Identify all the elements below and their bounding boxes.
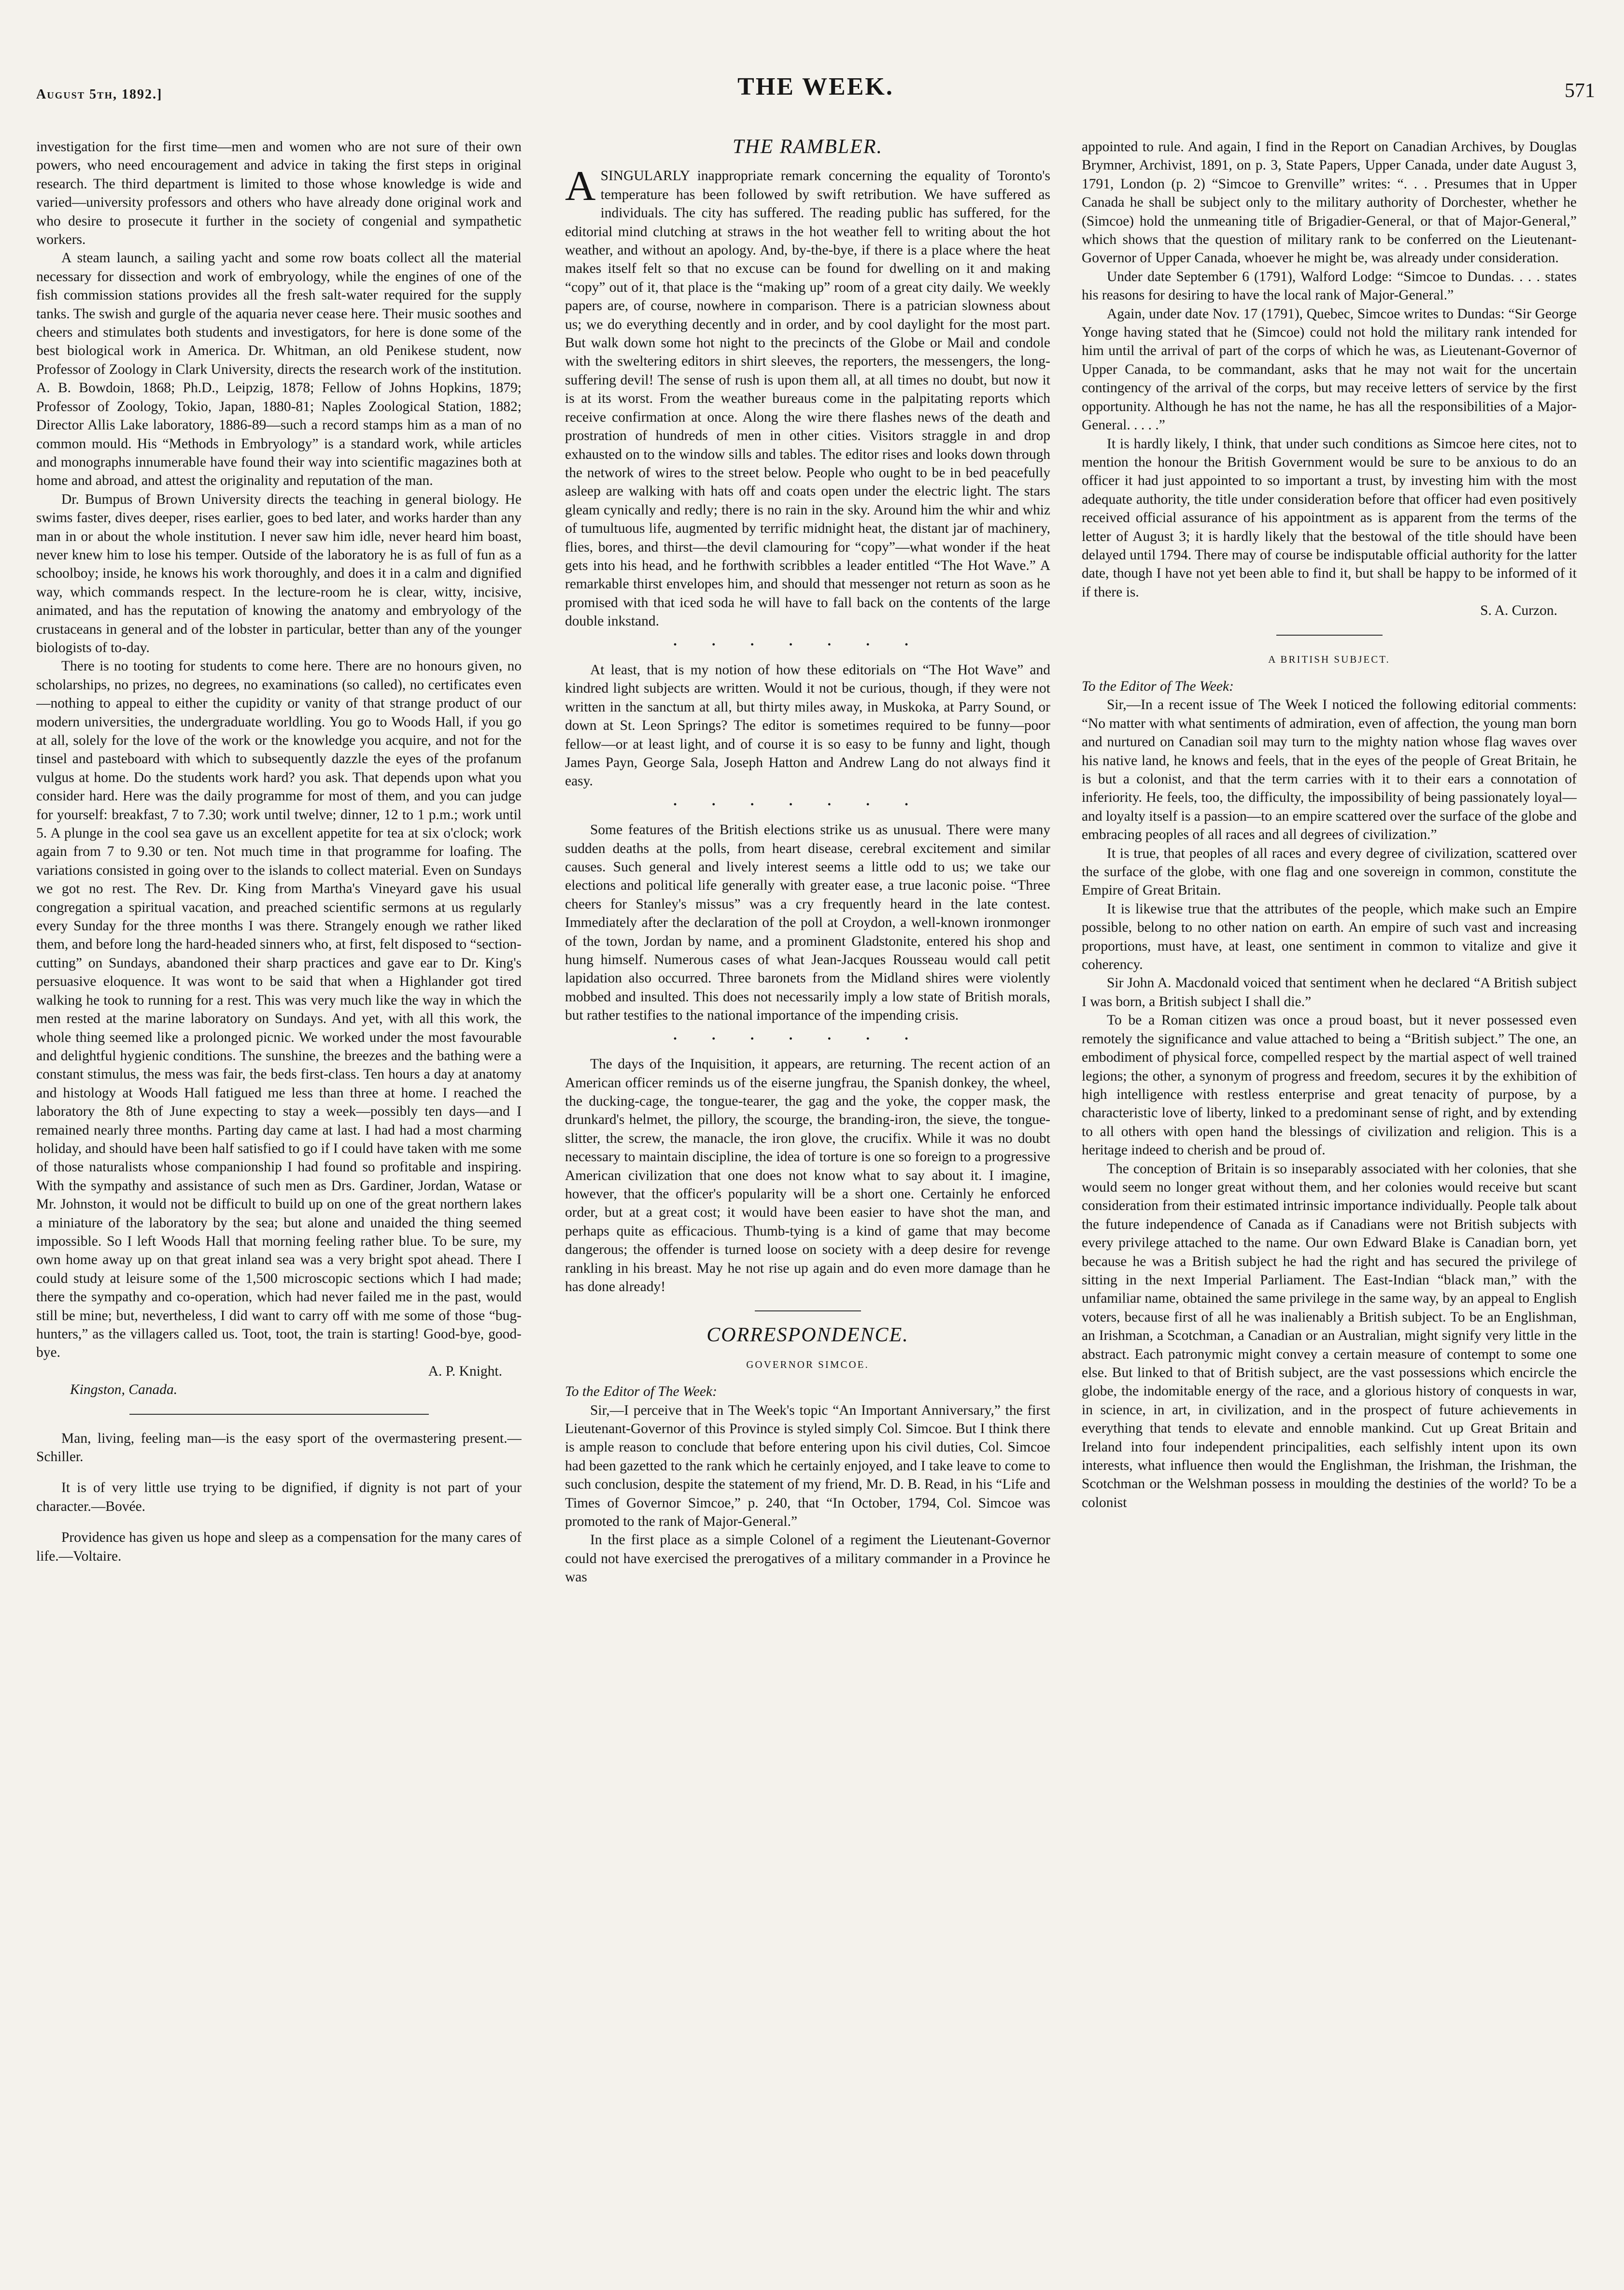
letter-paragraph: To be a Roman citizen was once a proud boast, but it never possessed even remotely the significance and value attached to being a “British subject.” The one, an embodiment of physical force, compelled respect by the martial aspect of well trained legions; the other, a synonym of progress and freedom, secures it by the exhibition of high intelligence with restless enterprise and great tenacity of purpose, by a characteristic love of liberty, linked to a predominant sense of right, and by extending to all others with open hand the blessings of civilization and religion. This is a heritage indeed to cherish and be proud of. — [1082, 1012, 1577, 1158]
article-paragraph: ASINGULARLY inappropriate remark concerning the equality of Toronto's temperature has been followed by swift retribution. We have suffered as individuals. The city has suffered. The reading public has suffered, for the editorial mind clutching at straws in the hot weather fell to writing about the hot weather, and without an apology. And, by-the-bye, if there is a place where the heat makes itself felt so that no excuse can be found for dwelling on it and making “copy” out of it, that place is the “making up” room of a great city daily. We weekly papers are, of course, nowhere in comparison. There is a patrician slowness about us; we do everything decently and in order, and by cool daylight for the most part. But walk down some hot night to the precincts of the Globe or Mail and condole with the sweltering editors in shirt sleeves, the reporters, the messengers, the long-suffering devil! The sense of rush is upon them all, at all times no doubt, but now it is at its worst. From the weather bureaus come in the palpitating reports which receive confirmation at once. Along the wire there flashes news of the death and prostration of hundreds of men in other cities. Visitors straggle in and drop exhausted on to the window sills and tables. The editor rises and looks down through the network of wires to the street below. People who ought to be in bed peacefully asleep are walking with hats off and coats open under the electric light. The stars gleam cynically and redly; there is no rain in the sky. Around him the whir and whiz of tumultuous life, augmented by terrific midnight heat, the distant jar of machinery, flies, bores, and thirst—the devil clamouring for “copy”—what wonder if the heat gets into his head, and he forthwith scribbles a leader entitled “The Hot Wave.” A remarkable thirst envelopes him, and should that messenger not return as soon as he promised with that iced soda he will have to fall back on the contents of the large double inkstand. — [565, 163, 1050, 629]
separator-dots: ······· — [673, 1031, 943, 1047]
letter-paragraph: It is true, that peoples of all races and every degree of civilization, scattered over the surface of the globe, with one flag and one sovereign in common, constitute the Empire of Great Britain. — [1082, 845, 1577, 898]
letter-paragraph: It is hardly likely, I think, that under such conditions as Simcoe here cites, not to mention the honour the British Government would be sure to be anxious to do an officer it had just appointed to so important a trust, by investing him with the most adequate authority, the title under consideration before that officer had even positively received official assurance of his appointment as is apparent from the terms of the letter of August 3; it is hardly likely that the bestowal of the title should have been delayed until 1794. There may of course be indisputable official authority for the latter date, though I have not yet been able to find it, but shall be happy to be informed of it if there is. — [1082, 436, 1577, 600]
quotation: Man, living, feeling man—is the easy sport of the overmastering present.—Schiller. — [36, 1430, 522, 1465]
column-3 — [1082, 138, 1577, 2253]
letter-paragraph: Under date September 6 (1791), Walford Lodge: “Simcoe to Dundas. . . . states his reasons for desiring to have the local rank of Major-General.” — [1082, 269, 1577, 303]
quotation: It is of very little use trying to be dignified, if dignity is not part of your character.—Bovée. — [36, 1480, 522, 1514]
page-number: 571 — [1565, 80, 1595, 102]
section-divider — [1276, 635, 1383, 636]
letter-paragraph: appointed to rule. And again, I find in the Report on Canadian Archives, by Douglas Brymner, Archivist, 1891, on p. 3, State Papers, Upper Canada, under date August 3, 1791, London (p. 2) “Simcoe to Grenville” writes: “. . . Presumes that in Upper Canada he shall be subject only to the military authority of Dorchester, whether he (Simcoe) hold the unmeaning title of Brigadier-General, or that of Major-General,” which shows that the question of military rank to be conferred on the Lieutenant-Governor of Upper Canada, whoever he might be, was already under consideration. — [1082, 139, 1577, 266]
article-paragraph: The days of the Inquisition, it appears, are returning. The recent action of an American officer reminds us of the eiserne jungfrau, the Spanish donkey, the wheel, the ducking-cage, the tongue-tearer, the gag and the yoke, the copper mask, the drunkard's helmet, the pillory, the scourge, the branding-iron, the sieve, the tongue-slitter, the screw, the manacle, the iron glove, the crucifix. While it was no doubt necessary to maintain discipline, the idea of torture is one so foreign to a progressive American civilization that one does not know what to say about it. I imagine, however, that the officer's popularity will be a short one. Certainly he enforced order, but at a great cost; it would have been easier to have shot the man, and perhaps quite as efficacious. Thumb-tying is a kind of game that may become dangerous; the offender is turned loose on society with a deep desire for revenge rankling in his breast. May he not rise up again and do even more damage than he has done already! — [565, 1056, 1050, 1294]
article-paragraph: There is no tooting for students to come here. There are no honours given, no scholarships, no prizes, no degrees, no examinations (so called), no certificates even—nothing to appeal to either the cupidity or vanity of that strange product of our modern universities, the undergraduate worldling. You go to Woods Hall, if you go at all, solely for the love of the work or the knowledge you acquire, and not for the tinsel and pasteboard with which to subsequently dazzle the eyes of the profanum vulgus at home. Do the students work hard? you ask. That depends upon what you consider hard. Here was the daily programme for most of them, and you can judge for yourself: breakfast, 7 to 7.30; work until twelve; dinner, 12 to 1 p.m.; work until 5. A plunge in the cool sea gave us an excellent appetite for tea at six o'clock; work again from 7 to 9.30 or ten. Not much time in that programme for loafing. The variations consisted in going over to the islands to collect material. Even on Sundays we got no rest. The Rev. Dr. King from Martha's Vineyard gave his usual congregation a spiritual vacation, and preached scientific sermons at us regularly every Sunday for the three months I was there. Strangely enough we rather liked them, and before long the hard-headed sinners who, at first, felt disposed to “section-cutting” on Sundays, abandoned their sharp practices and gave ear to Dr. King's persuasive eloquence. It was wont to be said that when a Highlander got tired walking he took to running for a rest. This was very much like the way in which the men rested at the marine laboratory on Sundays. And yet, with all this work, the whole thing seemed like a prolonged picnic. We worked under the most favourable and delightful hygienic conditions. The sunshine, the breezes and the bathing were a constant stimulus, the mess was fair, the beds first-class. Ten hours a day at anatomy and histology at Woods Hall fatigued me less than three at home. I reached the laboratory the 8th of June expecting to stay a week—possibly ten days—and I remained nearly three months. Parting day came at last. I had had a most charming holiday, and should have been half satisfied to go if I could have taken with me some of those naturalists whose companionship I had found so profitable and inspiring. With the sympathy and assistance of such men as Drs. Gardiner, Jordan, Watase or Mr. Johnston, it would not be difficult to build up on one of the great northern lakes a miniature of the laboratory by the sea; but alone and unaided the thing seemed impossible. So I left Woods Hall that morning feeling rather blue. To be sure, my own home away up on that great inland sea was a very bright spot ahead. There I could study at leisure some of the 1,500 microscopic sections which I had made; there the sympathy and co-operation, which had never failed me in the past, would still be mine; but, nevertheless, I did want to carry off with me some of those “bug-hunters,” as the villagers called us. Toot, toot, the train is starting! Good-bye, good-bye. — [36, 658, 522, 1361]
letter-paragraph: Sir John A. Macdonald voiced that sentiment when he declared “A British subject I was born, a British subject I shall die.” — [1082, 975, 1577, 1010]
column-2 — [565, 138, 1050, 2253]
letter-paragraph: The conception of Britain is so inseparably associated with her colonies, that she would seem no longer great without them, and her colonies would receive but scant consideration from their estimated intrinsic importance individually. People talk about the future independence of Canada as if Canadians were not British subjects with every privilege attached to the name. Our own Edward Blake is Canadian born, yet because he was a British subject he had the right and has secured the privilege of sitting in the next Imperial Parliament. The East-Indian “black man,” with the unfamiliar name, obtained the same privilege in the same way, by an appeal to English voters, because first of all he was inalienably a British subject. To be an Englishman, an Irishman, a Scotchman, a Canadian or an Australian, might signify very little in the abstract. Each patronymic might convey a certain measure of contempt to some one else. But linked to that of British subject, are the vast possessions which encircle the globe, the indomitable energy of the race, and a glorious history of conquests in war, in science, in art, in civilization, and in the prospect of future achievements in everything that tends to elevate and ennoble mankind. Cut up Great Britain and Ireland into four independent principalities, each selfishly intent upon its own interests, what influence then would the Englishman, the Irishman, the Irishman, the Scotchman or the Welshman possess in moulding the destinies of the world? To be a colonist — [1082, 1161, 1577, 1510]
letter-signature: S. A. Curzon. — [1480, 603, 1557, 619]
issue-date: August 5th, 1892.] — [36, 87, 163, 102]
letter-salutation: To the Editor of The Week: — [1082, 678, 1234, 694]
letter-paragraph: In the first place as a simple Colonel of a regiment the Lieutenant-Governor could not have exercised the prerogatives of a military commander in a Province he was — [565, 1532, 1050, 1585]
section-title-rambler: THE RAMBLER. — [733, 138, 883, 158]
letter-paragraph: Sir,—I perceive that in The Week's topic “An Important Anniversary,” the first Lieutenant-Governor of this Province is styled simply Col. Simcoe. But I think there is ample reason to conclude that before entering upon his civil duties, Col. Simcoe had been gazetted to the rank which he certainly enjoyed, and I take leave to come to such conclusion, despite the statement of my friend, Mr. D. B. Read, in his “Life and Times of Governor Simcoe,” p. 240, that “In October, 1794, Col. Simcoe was promoted to the rank of Major-General.” — [565, 1402, 1050, 1530]
letter-paragraph: Sir,—In a recent issue of The Week I noticed the following editorial comments: “No matter with what sentiments of admiration, even of affection, the young man born and nurtured on Canadian soil may turn to the mighty nation whose flag waves over his native land, he knows and feels, that in the eyes of the people of Great Britain, he is but a colonist, and that the term carries with it to their ears a connotation of inferiority. He feels, too, the difficulty, the impossibility of being passionately loyal—and loyalty itself is a passion—to an empire scattered over the surface of the globe and embracing peoples of all races and all degrees of civilization.” — [1082, 697, 1577, 843]
quotation: Providence has given us hope and sleep as a compensation for the many cares of life.—Voltaire. — [36, 1530, 522, 1564]
article-place: Kingston, Canada. — [70, 1382, 178, 1398]
article-paragraph: investigation for the first time—men and women who are not sure of their own powers, who need encouragement and advice in taking the first steps in original research. The third department is limited to those whose knowledge is wide and varied—university professors and others who have already done original work and who desire to prosecute it further in the society of congenial and sympathetic workers. — [36, 139, 522, 248]
letter-title: GOVERNOR SIMCOE. — [746, 1358, 869, 1370]
article-paragraph: Dr. Bumpus of Brown University directs the teaching in general biology. He swims faster, dives deeper, rises earlier, goes to bed later, and works harder than any man in or about the whole institution. I never saw him idle, never heard him boast, never knew him to lose his temper. Outside of the laboratory he is as full of fun as a schoolboy; inside, he knows his work thoroughly, and does it in a calm and dignified way, which commands respect. In the lecture-room he is clear, witty, incisive, animated, and has the reputation of knowing the anatomy and embryology of the crustaceans in general and of the lobster in particular, better than any of the younger biologists of to-day. — [36, 491, 522, 655]
article-paragraph: Some features of the British elections strike us as unusual. There were many sudden deaths at the polls, from heart disease, cerebral excitement and similar causes. Such general and lively interest seems a little odd to us; we take our elections and political life generally with greater ease, a true laconic poise. “Three cheers for Stanley's missus” was a cry frequently heard in the late contest. Immediately after the declaration of the poll at Croydon, a well-known ironmonger of the town, Jordan by name, and a prominent Gladstonite, entered his shop and hung himself. Numerous cases of what Jean-Jacques Rousseau would call petit lapidation also occurred. Three baronets from the Midland shires were violently mobbed and insulted. This does not necessarily imply a low state of British morals, but rather testifies to the national importance of the impending crisis. — [565, 822, 1050, 1024]
article-signature: A. P. Knight. — [428, 1363, 502, 1379]
letter-paragraph: Again, under date Nov. 17 (1791), Quebec, Simcoe writes to Dundas: “Sir George Yonge having stated that he (Simcoe) could not hold the military rank intended for him until the arrival of part of the corps of which he was, as Lieutenant-Governor of Upper Canada, to be commandant, asks that he may not wait for the uncertain contingency of the arrival of the corps, but may receive letters of service by the first opportunity. Although he has not the name, he has all the responsibilities of a Major-General. . . . .” — [1082, 306, 1577, 433]
letter-paragraph: It is likewise true that the attributes of the people, which make such an Empire possible, belong to no other nation on earth. An empire of such vast and increasing proportions, must have, at least, one sentiment in common to vitalize and give it coherency. — [1082, 901, 1577, 973]
column-1 — [36, 138, 522, 2253]
section-title-correspondence: CORRESPONDENCE. — [706, 1324, 909, 1347]
article-paragraph: A steam launch, a sailing yacht and some row boats collect all the material necessary for dissection and work of embryology, while the engines of one of the fish commission stations provides all the fresh salt-water required for the supply tanks. The swish and gurgle of the aquaria never cease here. Their music soothes and cheers and stimulates both students and investigators, for here is done some of the best biological work in America. Dr. Whitman, an old Penikese student, now Professor of Zoology in Clark University, directs the research work of the institution. A. B. Bowdoin, 1868; Ph.D., Leipzig, 1878; Fellow of Johns Hopkins, 1879; Professor of Zoology, Tokio, Japan, 1880-81; Naples Zoological Station, 1882; Director Allis Lake laboratory, 1886-89—such a record stamps him as a man of no common mould. His “Methods in Embryology” is a standard work, while articles and monographs innumerable have found their way into scientific magazines both at home and abroad, and attest the originality and reputation of the man. — [36, 250, 522, 489]
page-header — [36, 72, 1595, 111]
drop-cap: A — [565, 163, 596, 210]
masthead: THE WEEK. — [737, 73, 894, 100]
separator-dots: ······· — [673, 637, 943, 653]
section-divider — [129, 1414, 429, 1415]
section-divider — [755, 1310, 861, 1311]
separator-dots: ······· — [673, 797, 943, 812]
letter-salutation: To the Editor of The Week: — [565, 1384, 717, 1400]
letter-title: A BRITISH SUBJECT. — [1268, 653, 1390, 665]
article-paragraph: At least, that is my notion of how these editorials on “The Hot Wave” and kindred light subjects are written. Would it not be curious, though, if they were not written in the sanctum at all, but thirty miles away, in Muskoka, at Parry Sound, or down at St. Leon Springs? The editor is sometimes required to be funny—poor fellow—or at least light, and of course it is so easy to be funny and light, though James Payn, George Sala, Joseph Hatton and Andrew Lang do not always find it easy. — [565, 662, 1050, 789]
